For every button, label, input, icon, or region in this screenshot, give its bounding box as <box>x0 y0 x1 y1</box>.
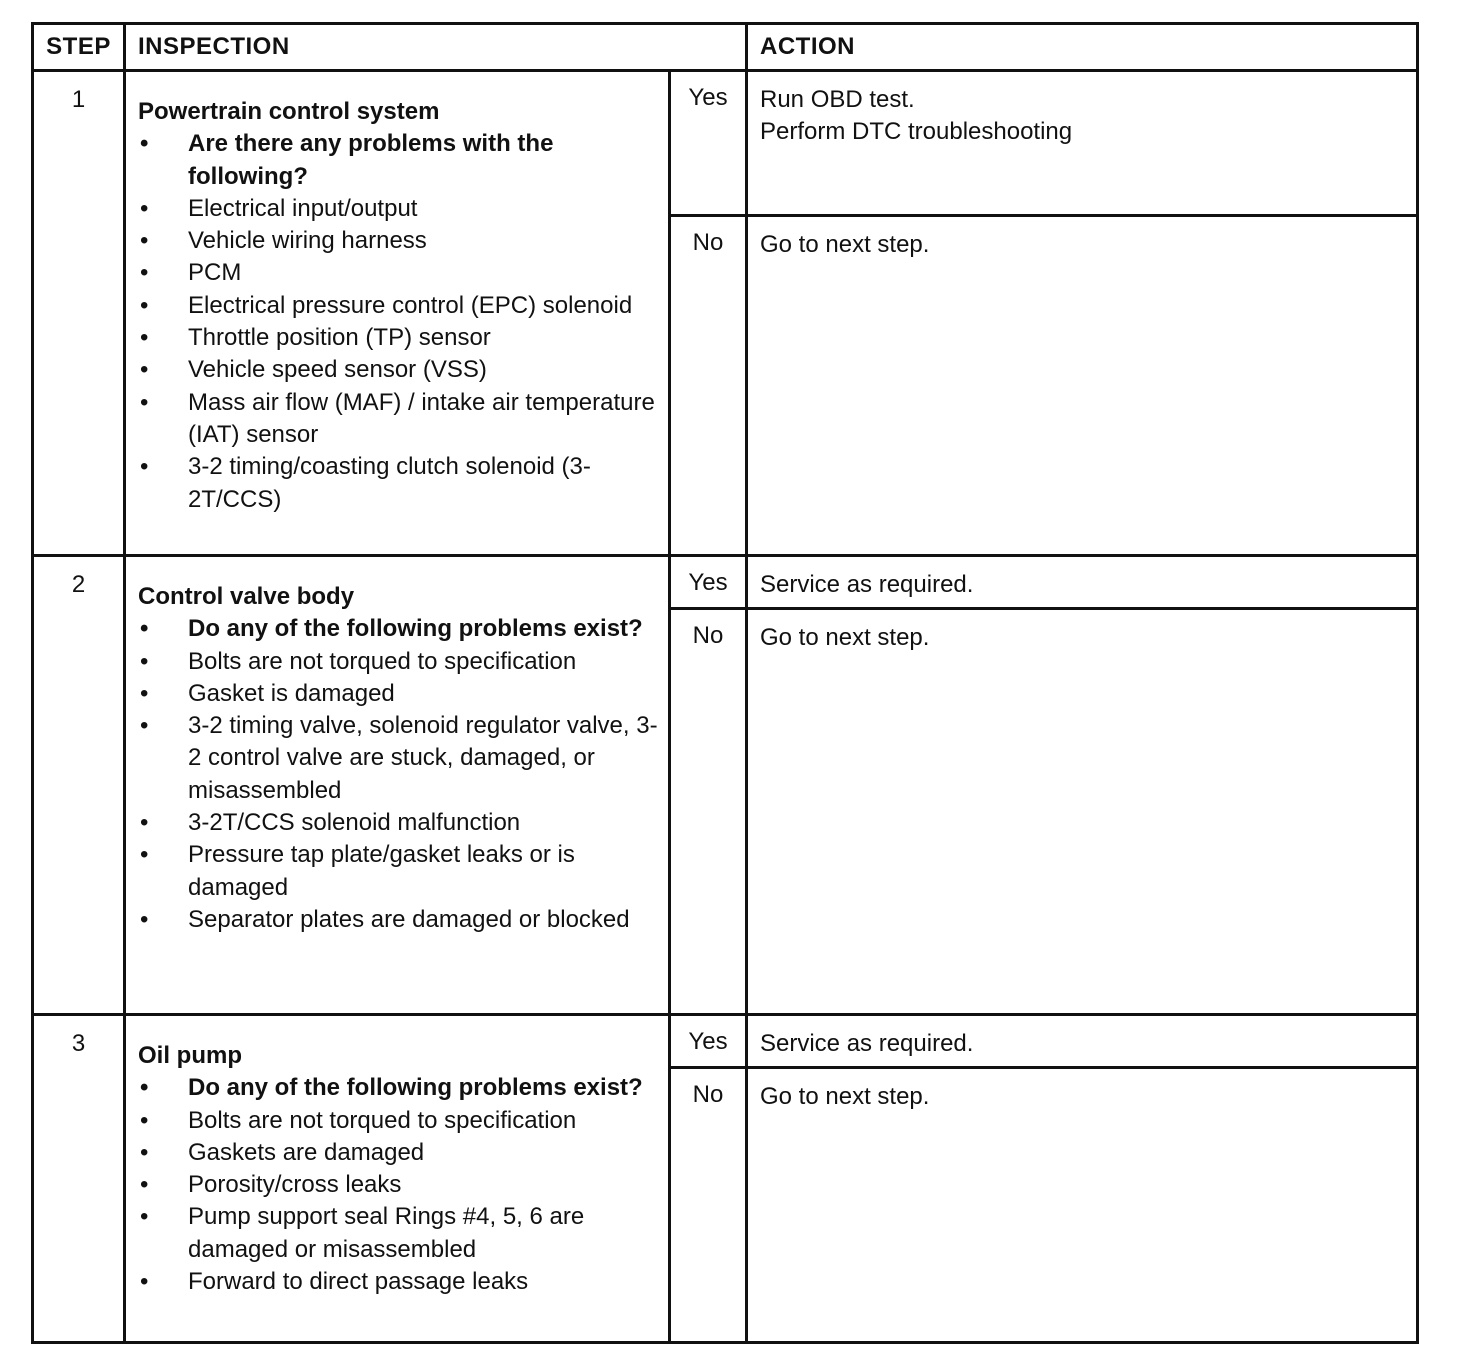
table-row <box>33 556 1418 609</box>
list-item: • Throttle position (TP) sensor <box>138 322 660 354</box>
action-line: Go to next step. <box>760 1083 930 1110</box>
yes-label: Yes <box>670 556 747 609</box>
no-label: No <box>670 1068 747 1343</box>
table-row <box>33 1015 1418 1068</box>
inspection-question: • Do any of the following problems exist? <box>138 613 660 645</box>
list-item: • Porosity/cross leaks <box>138 1169 660 1201</box>
list-item: • Gasket is damaged <box>138 678 660 710</box>
step-number: 1 <box>33 71 125 556</box>
inspection-list <box>138 613 660 936</box>
list-item: • Mass air flow (MAF) / intake air temperature (IAT) sensor <box>138 387 660 452</box>
header-row <box>33 24 1418 71</box>
inspection-title: Control valve body <box>138 583 355 610</box>
inspection-question: • Do any of the following problems exist? <box>138 1072 660 1104</box>
no-action <box>747 609 1418 1015</box>
list-item: • Vehicle wiring harness <box>138 225 660 257</box>
list-item: • Separator plates are damaged or blocked <box>138 904 660 936</box>
no-action <box>747 1068 1418 1343</box>
no-label: No <box>670 609 747 1015</box>
yes-label: Yes <box>670 1015 747 1068</box>
list-item: • Vehicle speed sensor (VSS) <box>138 354 660 386</box>
list-item: • Gaskets are damaged <box>138 1137 660 1169</box>
no-label: No <box>670 216 747 556</box>
list-item: • 3-2 timing/coasting clutch solenoid (3-2T/CCS) <box>138 451 660 516</box>
action-line: Perform DTC troubleshooting <box>760 118 1073 145</box>
list-item: • Electrical pressure control (EPC) solenoid <box>138 290 660 322</box>
table-row <box>33 71 1418 216</box>
inspection-list <box>138 128 660 516</box>
header-inspection: INSPECTION <box>125 24 747 71</box>
step-number: 3 <box>33 1015 125 1343</box>
header-step: STEP <box>33 24 125 71</box>
action-line: Go to next step. <box>760 624 930 651</box>
list-item: • 3-2T/CCS solenoid malfunction <box>138 807 660 839</box>
action-line: Run OBD test. <box>760 86 915 113</box>
inspection-title: Oil pump <box>138 1042 242 1069</box>
step-number: 2 <box>33 556 125 1015</box>
list-item: • 3-2 timing valve, solenoid regulator valve, 3-2 control valve are stuck, damaged, or misassembled <box>138 710 660 807</box>
list-item: • PCM <box>138 257 660 289</box>
yes-action <box>747 71 1418 216</box>
list-item: • Forward to direct passage leaks <box>138 1266 660 1298</box>
inspection-list <box>138 1072 660 1298</box>
list-item: • Bolts are not torqued to specification <box>138 1105 660 1137</box>
list-item: • Pressure tap plate/gasket leaks or is damaged <box>138 839 660 904</box>
inspection-cell <box>125 556 670 1015</box>
header-action: ACTION <box>747 24 1418 71</box>
action-line: Service as required. <box>760 571 974 598</box>
yes-label: Yes <box>670 71 747 216</box>
inspection-title: Powertrain control system <box>138 98 440 125</box>
list-item: • Pump support seal Rings #4, 5, 6 are damaged or misassembled <box>138 1201 660 1266</box>
action-line: Go to next step. <box>760 231 930 258</box>
inspection-cell <box>125 1015 670 1343</box>
yes-action <box>747 556 1418 609</box>
inspection-question: • Are there any problems with the following? <box>138 128 660 193</box>
inspection-cell <box>125 71 670 556</box>
inspection-table <box>31 22 1419 1344</box>
action-line: Service as required. <box>760 1030 974 1057</box>
no-action <box>747 216 1418 556</box>
list-item: • Bolts are not torqued to specification <box>138 646 660 678</box>
list-item: • Electrical input/output <box>138 193 660 225</box>
yes-action <box>747 1015 1418 1068</box>
